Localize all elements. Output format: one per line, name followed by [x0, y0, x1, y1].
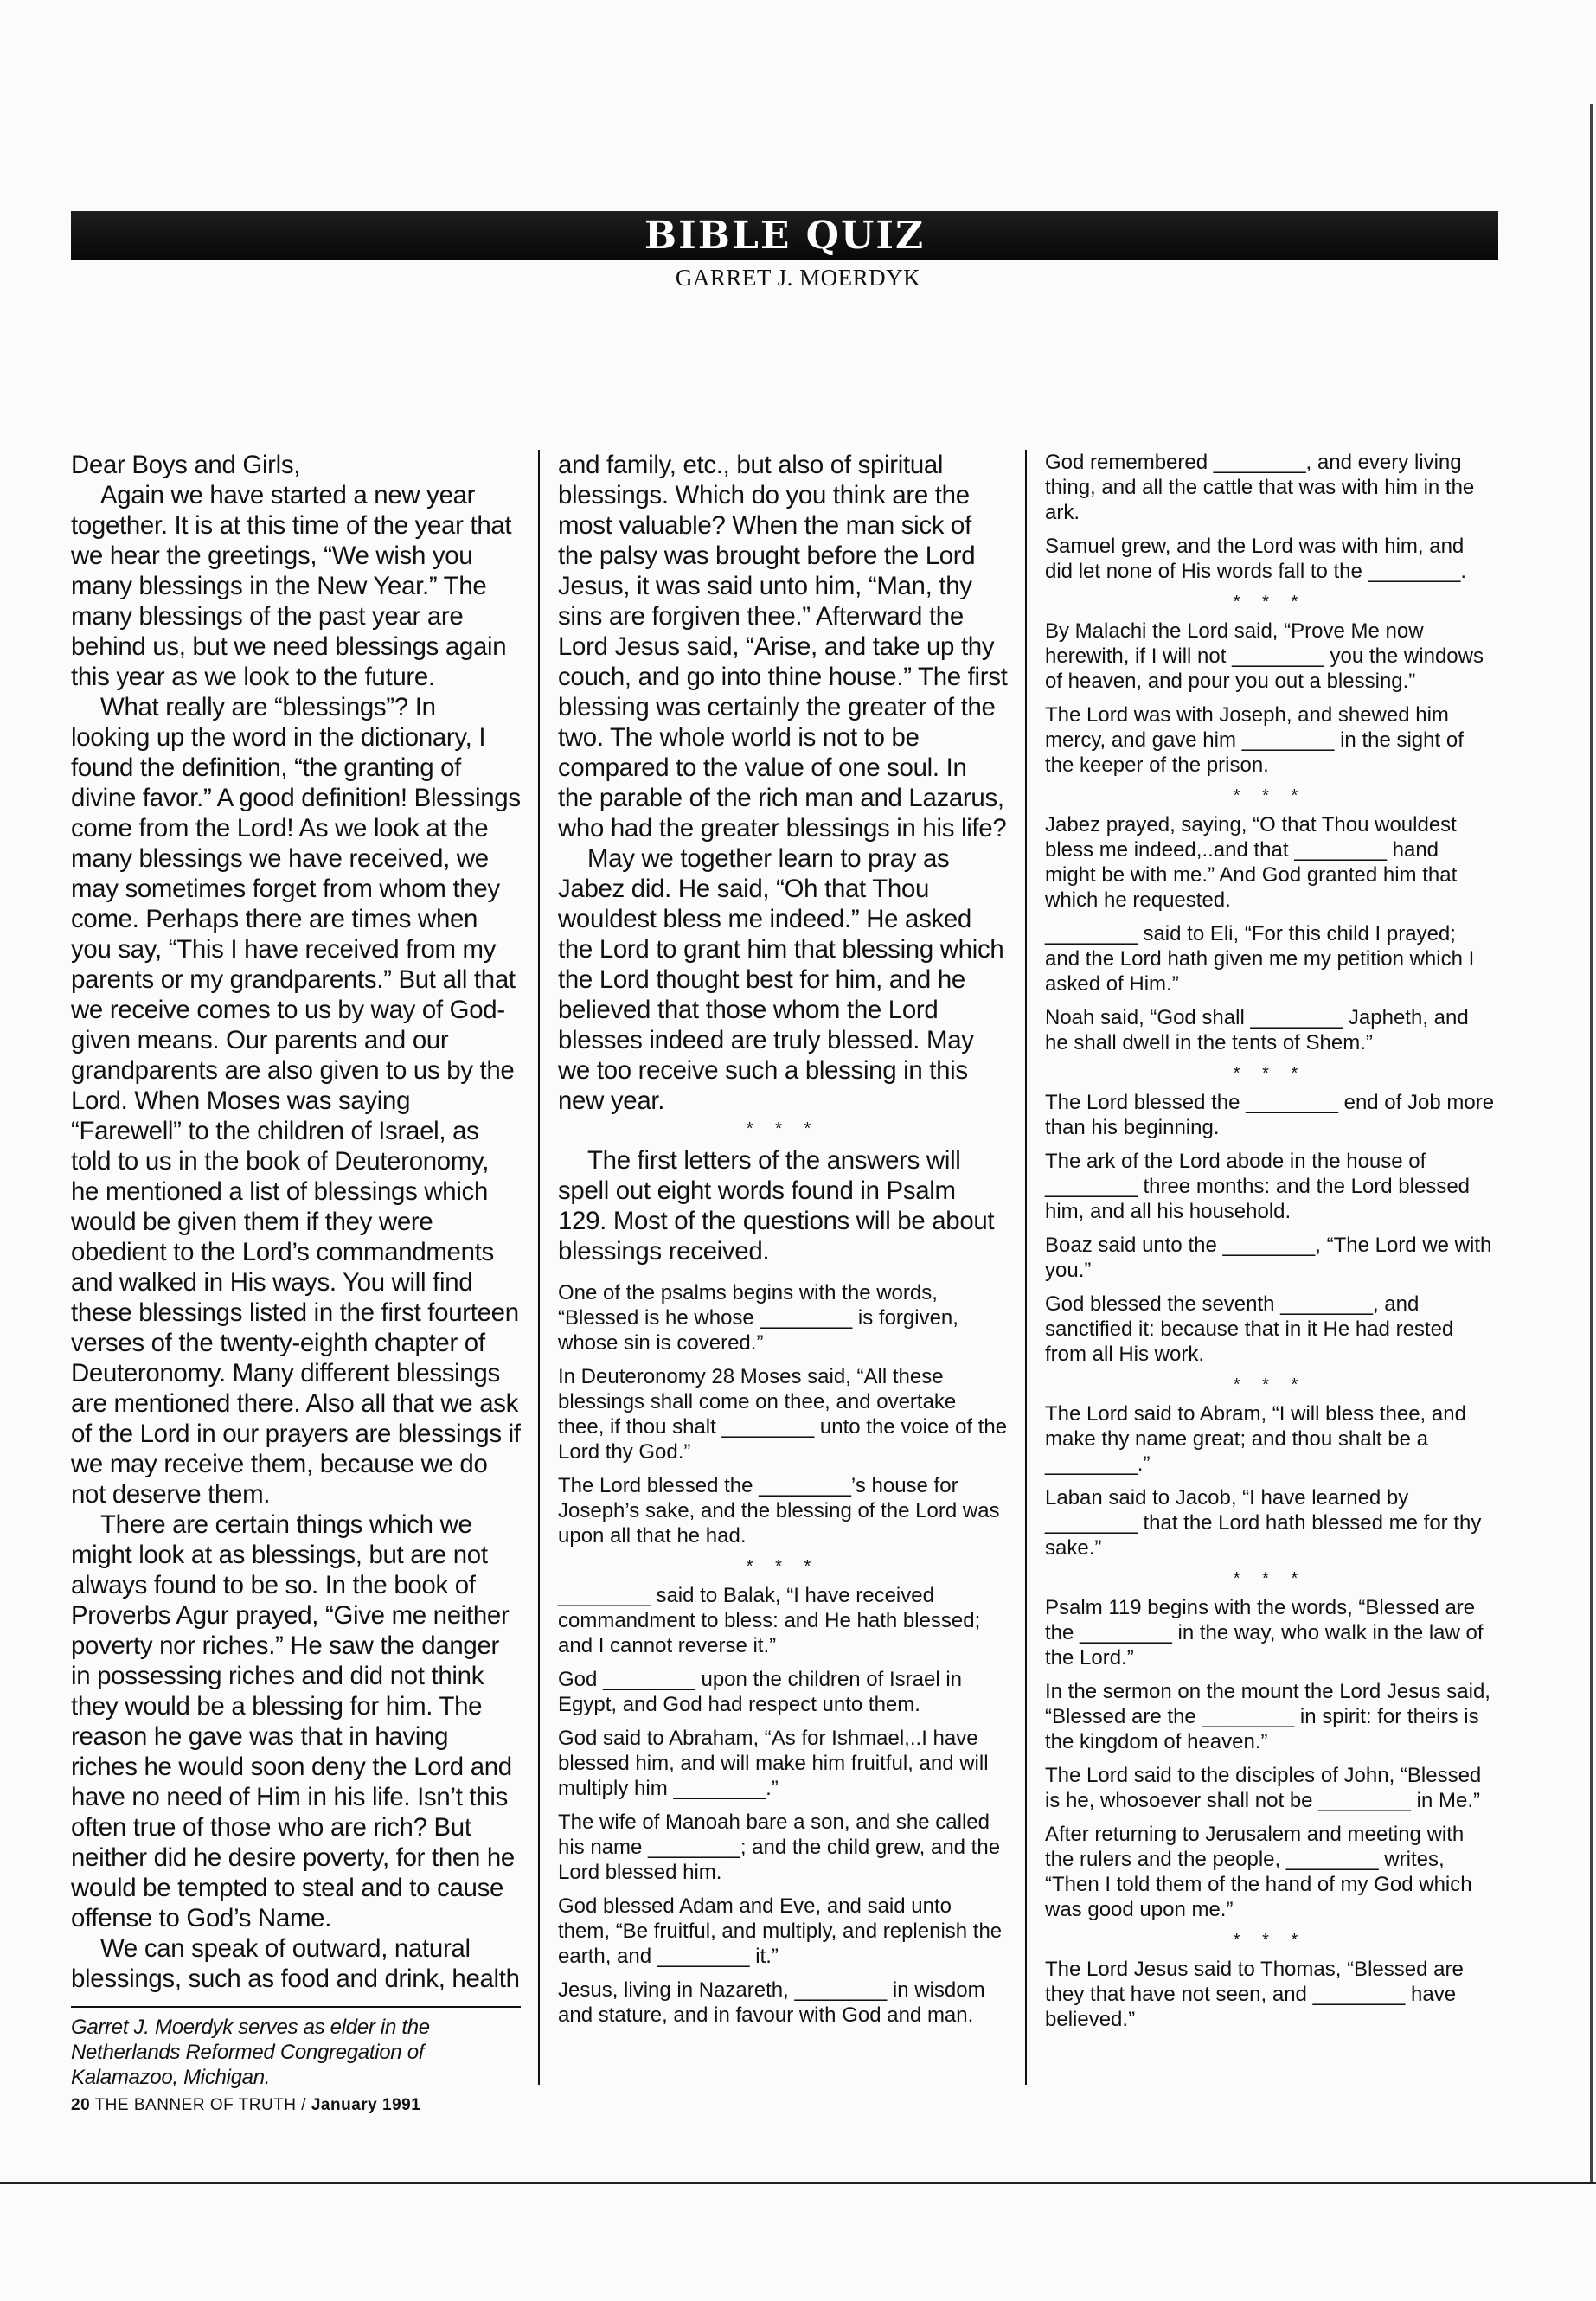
quiz-question: Jesus, living in Nazareth, ________ in wisdom and stature, and in favour with God and man.	[558, 1978, 985, 2027]
column-2	[558, 450, 1008, 2036]
quiz-question: The wife of Manoah bare a son, and she called his name ________; and the child grew, and the Lord blessed him.	[558, 1811, 1001, 1884]
publication-name: THE BANNER OF TRUTH /	[94, 2096, 307, 2114]
quiz-question: The Lord Jesus said to Thomas, “Blessed are they that have not seen, and ________ have believed.”	[1045, 1958, 1464, 2031]
salutation: Dear Boys and Girls,	[71, 451, 301, 479]
author-bio: Garret J. Moerdyk serves as elder in the Netherlands Reformed Congregation of Kalamazoo, Michigan.	[71, 2016, 430, 2089]
quiz-question: ________ said to Eli, “For this child I prayed; and the Lord hath given me my petition which I asked of Him.”	[1045, 922, 1475, 996]
issue-date: January 1991	[311, 2096, 421, 2114]
quiz-question: In the sermon on the mount the Lord Jesus said, “Blessed are the ________ in spirit: for theirs is the kingdom of heaven.”	[1045, 1680, 1490, 1753]
quiz-question: The Lord blessed the ________’s house for Joseph’s sake, and the blessing of the Lord was upon all that he had.	[558, 1474, 1000, 1548]
section-divider: * * *	[1233, 593, 1307, 612]
page-footer	[71, 2090, 521, 2120]
column-divider	[1025, 450, 1027, 2085]
quiz-question: Laban said to Jacob, “I have learned by ________ that the Lord hath blessed me for thy sake.”	[1045, 1486, 1482, 1560]
quiz-question: The Lord said to the disciples of John, “Blessed is he, whosoever shall not be ________ in Me.”	[1045, 1764, 1482, 1812]
quiz-question: After returning to Jerusalem and meeting with the rulers and the people, ________ writes, “Then I told them of the hand of my God which was good upon me.”	[1045, 1823, 1472, 1921]
section-divider: * * *	[746, 1119, 820, 1138]
quiz-question: God blessed the seventh ________, and sanctified it: because that in it He had rested from all His work.	[1045, 1292, 1454, 1366]
column-1	[71, 450, 521, 2120]
quiz-question: God said to Abraham, “As for Ishmael,..I have blessed him, and will make him fruitful, and will multiply him ________.”	[558, 1727, 989, 1800]
footnote-rule	[71, 2006, 521, 2008]
letter-paragraph: Again we have started a new year together. It is at this time of the year that we hear the greetings, “We wish you many blessings in the New Year.” The many blessings of the past year are behind us, but we need blessings again this year as we look to the future.	[71, 481, 512, 691]
quiz-question: Boaz said unto the ________, “The Lord we with you.”	[1045, 1234, 1492, 1282]
quiz-question: One of the psalms begins with the words, “Blessed is he whose ________ is forgiven, whose sin is covered.”	[558, 1281, 958, 1355]
quiz-question: The ark of the Lord abode in the house of ________ three months: and the Lord blessed him, and all his household.	[1045, 1150, 1471, 1223]
section-divider: * * *	[1233, 1375, 1307, 1394]
page-title: BIBLE QUIZ	[644, 213, 926, 258]
letter-paragraph: We can speak of outward, natural blessings, such as food and drink, health	[71, 1934, 520, 1993]
letter-paragraph: What really are “blessings”? In looking up the word in the dictionary, I found the definition, “the granting of divine favor.” A good definition! Blessings come from the Lord! As we look at the many blessings we have received, we may sometimes forget from whom they come. Perhaps there are times when you say, “This I have received from my parents or my grandparents.” But all that we receive comes to us by way of God-given means. Our parents and our grandparents are also given to us by the Lord. When Moses was saying “Farewell” to the children of Israel, as told to us in the book of Deuteronomy, he mentioned a list of blessings which would be given them if they were obedient to the Lord’s commandments and walked in His ways. You will find these blessings listed in the first fourteen verses of the twenty-eighth chapter of Deuteronomy. Many different blessings are mentioned there. Also all that we ask of the Lord in our prayers are blessings if we may receive them, because we do not deserve them.	[71, 693, 521, 1509]
section-divider: * * *	[1233, 1569, 1307, 1588]
quiz-question: ________ said to Balak, “I have received commandment to bless: and He hath blessed; and I cannot reverse it.”	[558, 1584, 981, 1657]
page-number: 20	[71, 2096, 91, 2114]
column-3	[1045, 450, 1495, 2041]
section-divider: * * *	[1233, 1931, 1307, 1950]
letter-paragraph: May we together learn to pray as Jabez did. He said, “Oh that Thou wouldest bless me indeed.” He asked the Lord to grant him that blessing which the Lord thought best for him, and he believed that those whom the Lord blesses indeed are truly blessed. May we too receive such a blessing in this new year.	[558, 844, 1004, 1115]
scan-edge	[0, 2182, 1596, 2184]
letter-paragraph: The first letters of the answers will spell out eight words found in Psalm 129. Most of the questions will be about blessings received.	[558, 1146, 995, 1266]
quiz-question: Psalm 119 begins with the words, “Blessed are the ________ in the way, who walk in the law of the Lord.”	[1045, 1596, 1484, 1670]
quiz-question: Jabez prayed, saying, “O that Thou wouldest bless me indeed,..and that ________ hand might be with me.” And God granted him that which he requested.	[1045, 813, 1458, 912]
quiz-question: The Lord said to Abram, “I will bless thee, and make thy name great; and thou shalt be a ________.”	[1045, 1402, 1466, 1476]
section-divider: * * *	[1233, 786, 1307, 805]
quiz-question: The Lord blessed the ________ end of Job more than his beginning.	[1045, 1091, 1495, 1139]
letter-paragraph: and family, etc., but also of spiritual blessings. Which do you think are the most valuable? When the man sick of the palsy was brought before the Lord Jesus, it was said unto him, “Man, thy sins are forgiven thee.” Afterward the Lord Jesus said, “Arise, and take up thy couch, and go into thine house.” The first blessing was certainly the greater of the two. The whole world is not to be compared to the value of one soul. In the parable of the rich man and Lazarus, who had the greater blessings in his life?	[558, 451, 1008, 843]
author-byline: GARRET J. MOERDYK	[675, 265, 921, 291]
section-divider: * * *	[1233, 1064, 1307, 1083]
quiz-question: The Lord was with Joseph, and shewed him mercy, and gave him ________ in the sight of the keeper of the prison.	[1045, 703, 1464, 777]
quiz-question: God ________ upon the children of Israel in Egypt, and God had respect unto them.	[558, 1668, 963, 1716]
column-divider	[538, 450, 540, 2085]
section-divider: * * *	[746, 1557, 820, 1576]
scan-edge	[1590, 104, 1593, 2184]
quiz-question: Samuel grew, and the Lord was with him, and did let none of His words fall to the ________.	[1045, 535, 1466, 583]
quiz-question: Noah said, “God shall ________ Japheth, and he shall dwell in the tents of Shem.”	[1045, 1006, 1469, 1054]
quiz-question: God remembered ________, and every living thing, and all the cattle that was with him in the ark.	[1045, 451, 1475, 524]
letter-paragraph: There are certain things which we might look at as blessings, but are not always found to be so. In the book of Proverbs Agur prayed, “Give me neither poverty nor riches.” He saw the danger in possessing riches and did not think they would be a blessing for him. The reason he gave was that in having riches he would soon deny the Lord and have no need of Him in his life. Isn’t this often true of those who are rich? But neither did he desire poverty, for then he would be tempted to steal and to cause offense to God’s Name.	[71, 1510, 515, 1932]
quiz-question: By Malachi the Lord said, “Prove Me now herewith, if I will not ________ you the windows of heaven, and pour you out a blessing.”	[1045, 619, 1484, 693]
quiz-question: God blessed Adam and Eve, and said unto them, “Be fruitful, and multiply, and replenish the earth, and ________ it.”	[558, 1894, 1003, 1968]
title-banner	[71, 211, 1498, 260]
quiz-question: In Deuteronomy 28 Moses said, “All these blessings shall come on thee, and overtake thee, if thou shalt ________ unto the voice of the Lord thy God.”	[558, 1365, 1008, 1464]
